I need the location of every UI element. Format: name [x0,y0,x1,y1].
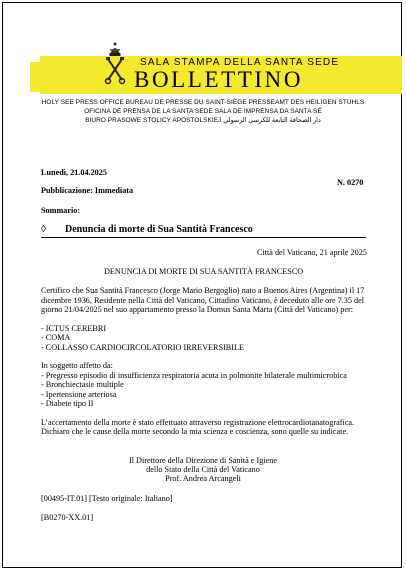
history-item: - Pregresso episodio di insufficienza respiratoria acuta in polmonite bilaterale multimicrobica [41,371,347,380]
bulletin-number: N. 0270 [337,178,364,187]
reference-code-1: [00495-IT.01] [Testo originale: Italiano] [41,494,173,503]
languages-line-2: OFICINA DE PRENSA DE LA SANTA SEDE SALA DE IMPRENSA DA SANTA SÉ [84,108,322,115]
history-intro: In soggetto affetto da: [41,361,113,370]
history-item: - Diabete tipo II [41,399,94,408]
document-title: DENUNCIA DI MORTE DI SUA SANTITÀ FRANCESCO [104,267,304,276]
publication-status: Pubblicazione: Immediata [41,186,134,195]
body-line-2: dicembre 1936, Residente nella Città del Vaticano, Cittadino Vaticano, è deceduto alle ore 7.35 del [41,296,365,305]
signature-line-1: Il Direttore della Direzione di Sanità e Igiene [129,456,277,465]
closing-line-1: L’accertamento della morte è stato effettuato attraverso registrazione elettrocardiotanatografica. [41,418,355,427]
languages-line-3: BIURO PRASOWE STOLICY APOSTOLSKIEJ دار الصحافة التابعة للكرسي الرسولي [85,117,321,124]
signature-name: Prof. Andrea Arcangeli [165,474,241,483]
place-date: Città del Vaticano, 21 aprile 2025 [257,248,367,257]
office-title: SALA STAMPA DELLA SANTA SEDE [140,57,340,68]
diamond-bullet-icon: ◊ [41,224,46,235]
bulletin-date: Lunedì, 21.04.2025 [41,168,107,177]
article-heading[interactable] [41,224,366,238]
cause-item: - COMA [41,333,71,342]
bulletin-title: BOLLETTINO [134,67,304,92]
history-item: - Bronchiectasie multiple [41,380,124,389]
reference-code-2: [B0270-XX.01] [41,513,94,522]
languages-line-1: HOLY SEE PRESS OFFICE BUREAU DE PRESSE DU SAINT-SIÈGE PRESSEAMT DES HEILIGEN STUHLS [41,99,365,106]
article-title: Denuncia di morte di Sua Santità Francesco [65,224,253,235]
closing-line-2: Dichiaro che le cause della morte secondo la mia scienza e coscienza, sono quelle su indicate. [41,427,349,436]
signature-line-2: dello Stato della Città del Vaticano [146,465,260,474]
summary-label: Sommario: [41,206,81,215]
cause-item: - COLLASSO CARDIOCIRCOLATORIO IRREVERSIBILE [41,343,244,352]
cause-item: - ICTUS CEREBRI [41,324,107,333]
history-item: - Ipertensione arteriosa [41,390,117,399]
body-line-1: Certifico che Sua Santità Francesco (Jorge Mario Bergoglio) nato a Buenos Aires (Argentina) il 17 [41,286,365,295]
body-line-3: giorno 21/04/2025 nel suo appartamento presso la Domus Santa Marta (Città del Vaticano) per: [41,305,354,314]
papal-crest-icon [103,40,127,88]
